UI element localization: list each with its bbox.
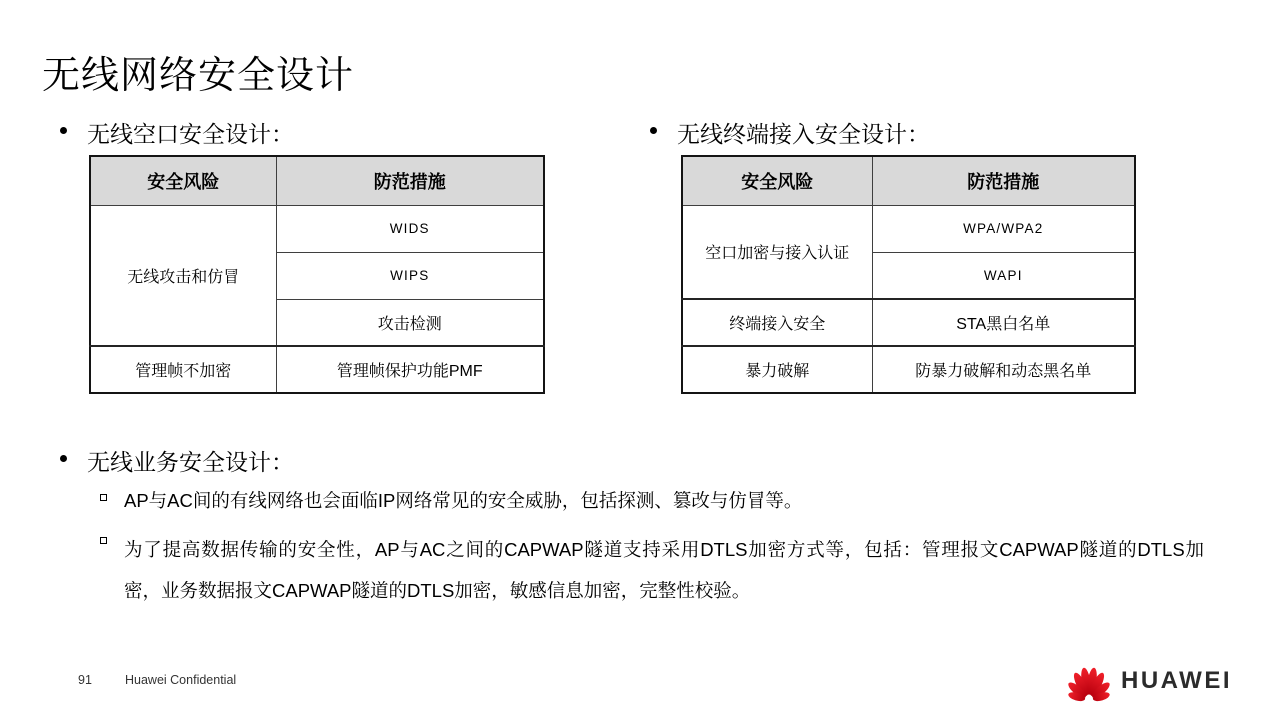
measure-cell: 管理帧保护功能PMF — [276, 346, 544, 393]
bullet-dot-icon — [60, 127, 67, 134]
table-row — [682, 299, 1135, 346]
risk-cell: 管理帧不加密 — [90, 346, 276, 393]
air-interface-security-table — [89, 155, 545, 394]
table-header-row — [90, 156, 544, 205]
col-header-risk: 安全风险 — [90, 156, 276, 205]
measure-cell: STA黑白名单 — [872, 299, 1135, 346]
col-header-measure: 防范措施 — [276, 156, 544, 205]
square-bullet-icon — [100, 537, 107, 544]
huawei-flower-icon — [1066, 660, 1112, 702]
terminal-access-security-table — [681, 155, 1136, 394]
huawei-logo — [1066, 660, 1232, 702]
page-title: 无线网络安全设计 — [42, 55, 355, 97]
service-point-text: 为了提高数据传输的安全性，AP与AC之间的CAPWAP隧道支持采用DTLS加密方式等，包括：管理报文CAPWAP隧道的DTLS加密，业务数据报文CAPWAP隧道的DTLS加密，敏感信息加密，完整性校验。 — [124, 539, 1204, 601]
section-heading-service-security — [60, 444, 294, 477]
table-row — [682, 205, 1135, 252]
risk-cell: 空口加密与接入认证 — [682, 205, 872, 299]
section-heading-label: 无线业务安全设计： — [87, 449, 294, 475]
confidential-label: Huawei Confidential — [125, 673, 237, 687]
section-heading-air-interface — [60, 116, 294, 149]
risk-cell: 无线攻击和仿冒 — [90, 205, 276, 346]
service-point-1 — [100, 486, 1230, 515]
service-point-2 — [100, 529, 1210, 611]
square-bullet-icon — [100, 494, 107, 501]
measure-cell: 攻击检测 — [276, 299, 544, 346]
measure-cell: WAPI — [872, 252, 1135, 299]
service-point-text: AP与AC间的有线网络也会面临IP网络常见的安全威胁，包括探测、篡改与仿冒等。 — [124, 490, 803, 511]
measure-cell: 防暴力破解和动态黑名单 — [872, 346, 1135, 393]
measure-cell: WIPS — [276, 252, 544, 299]
huawei-wordmark: HUAWEI — [1121, 667, 1232, 694]
section-heading-label: 无线终端接入安全设计： — [677, 121, 930, 147]
risk-cell: 暴力破解 — [682, 346, 872, 393]
col-header-measure: 防范措施 — [872, 156, 1135, 205]
section-heading-label: 无线空口安全设计： — [87, 121, 294, 147]
col-header-risk: 安全风险 — [682, 156, 872, 205]
table-header-row — [682, 156, 1135, 205]
page-number: 91 — [78, 673, 92, 687]
bullet-dot-icon — [60, 455, 67, 462]
table-row — [90, 346, 544, 393]
measure-cell: WPA/WPA2 — [872, 205, 1135, 252]
section-heading-terminal-access — [650, 116, 930, 149]
risk-cell: 终端接入安全 — [682, 299, 872, 346]
table-row — [682, 346, 1135, 393]
measure-cell: WIDS — [276, 205, 544, 252]
bullet-dot-icon — [650, 127, 657, 134]
table-row — [90, 205, 544, 252]
